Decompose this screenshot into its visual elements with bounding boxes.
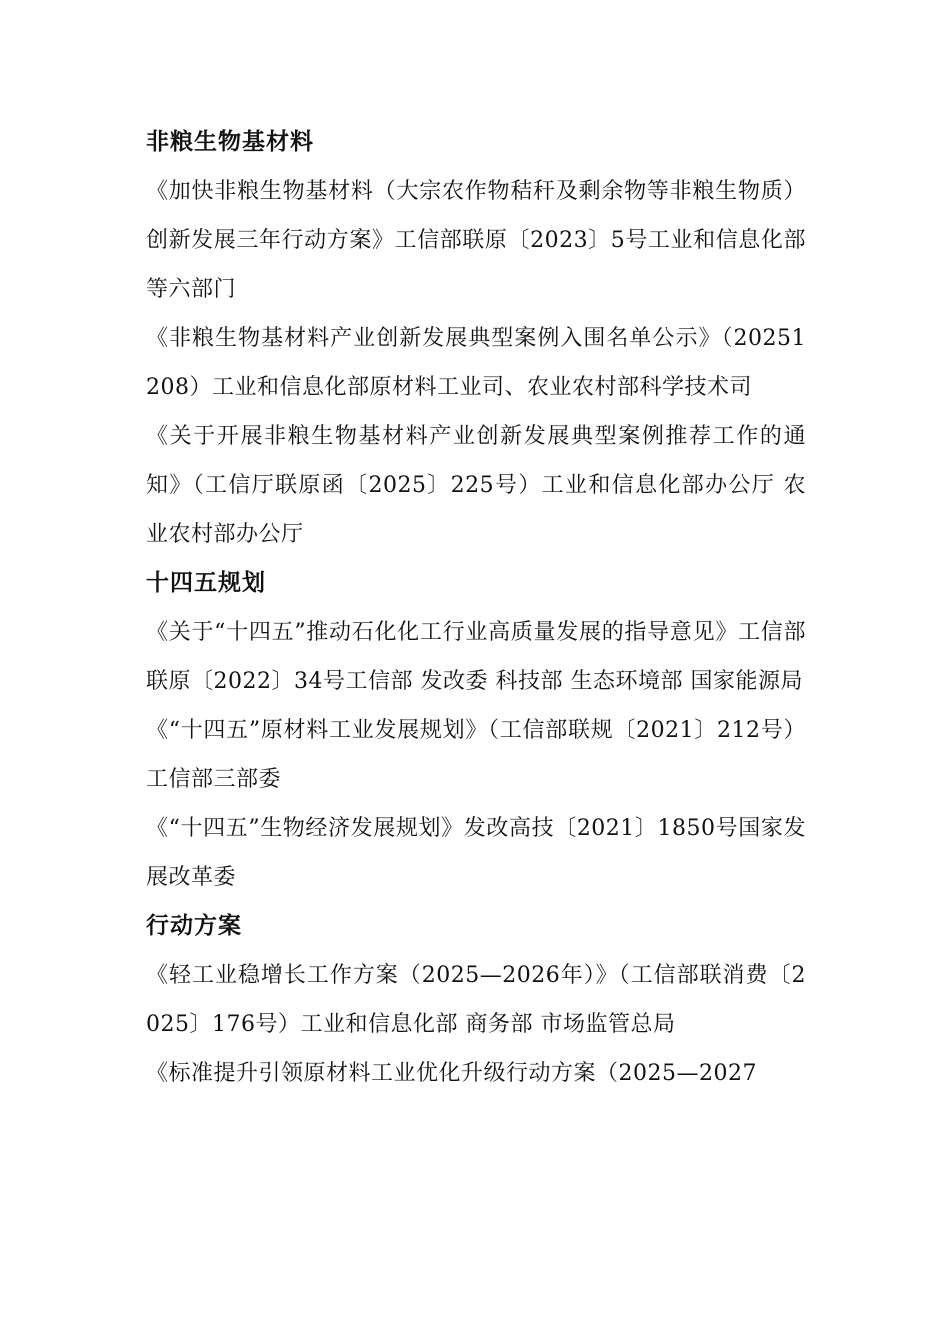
section-bio-materials: [146, 118, 806, 559]
section-heading: 行动方案: [146, 913, 242, 939]
document-page: [146, 118, 806, 1098]
document-entry: 《非粮生物基材料产业创新发展典型案例入围名单公示》（20251208）工业和信息化部原材料工业司、农业农村部科学技术司: [146, 326, 806, 400]
section-heading: 非粮生物基材料: [146, 129, 314, 155]
section-heading: 十四五规划: [146, 570, 266, 596]
document-entry: 《关于开展非粮生物基材料产业创新发展典型案例推荐工作的通知》（工信厅联原函〔2025〕225号）工业和信息化部办公厅 农业农村部办公厅: [146, 424, 806, 547]
section-14th-five-year-plan: [146, 559, 806, 902]
document-entry: 《加快非粮生物基材料（大宗农作物秸秆及剩余物等非粮生物质）创新发展三年行动方案》工信部联原〔2023〕5号工业和信息化部等六部门: [146, 179, 806, 302]
document-entry: 《“十四五”生物经济发展规划》发改高技〔2021〕1850号国家发展改革委: [146, 816, 806, 890]
document-entry: 《标准提升引领原材料工业优化升级行动方案（2025—2027: [146, 1061, 757, 1086]
document-entry: 《关于“十四五”推动石化化工行业高质量发展的指导意见》工信部联原〔2022〕34号工信部 发改委 科技部 生态环境部 国家能源局: [146, 620, 806, 694]
document-entry: 《轻工业稳增长工作方案（2025—2026年）》（工信部联消费〔2025〕176号）工业和信息化部 商务部 市场监管总局: [146, 963, 806, 1037]
section-action-plans: [146, 902, 806, 1098]
document-entry: 《“十四五”原材料工业发展规划》（工信部联规〔2021〕212号）工信部三部委: [146, 718, 806, 792]
